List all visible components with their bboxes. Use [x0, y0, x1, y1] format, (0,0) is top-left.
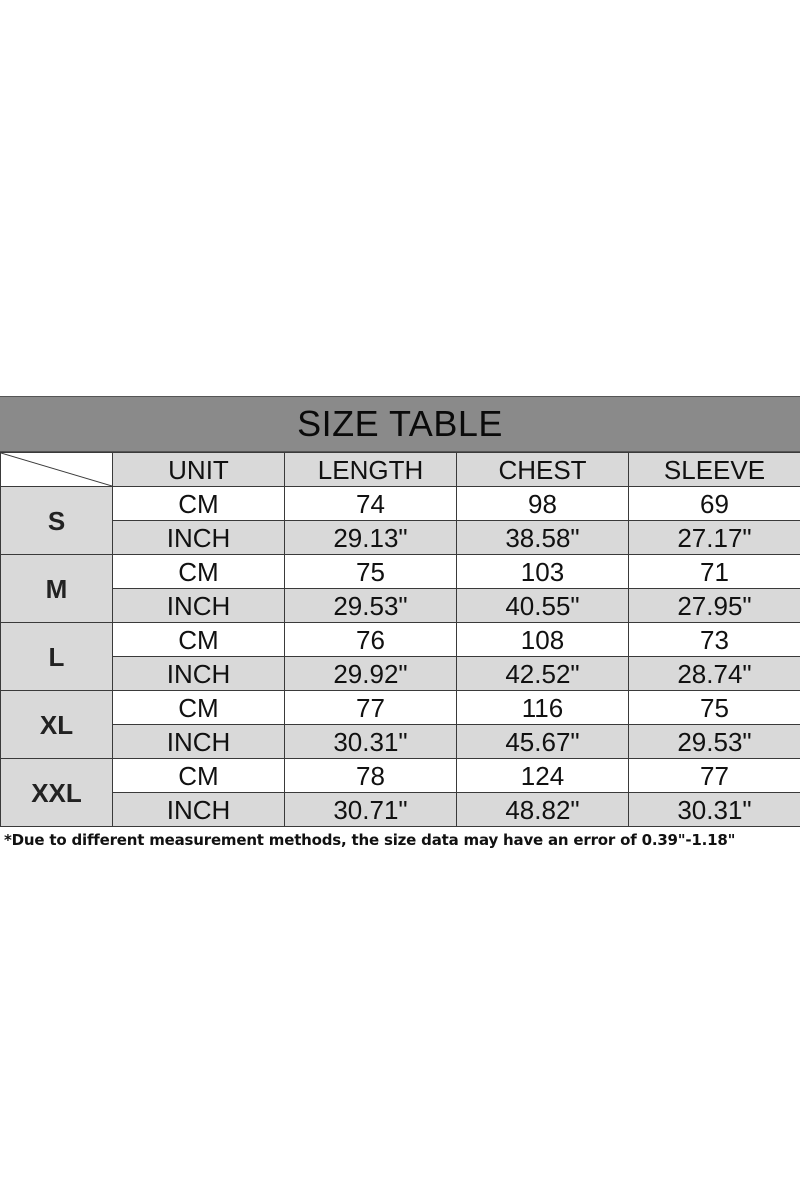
- sleeve-value: 27.95": [629, 589, 800, 623]
- table-row: [1, 555, 800, 589]
- unit-cell: CM: [113, 555, 285, 589]
- size-label: M: [1, 555, 113, 623]
- size-label: XL: [1, 691, 113, 759]
- chest-value: 103: [457, 555, 629, 589]
- unit-cell: INCH: [113, 589, 285, 623]
- sleeve-value: 27.17": [629, 521, 800, 555]
- length-value: 75: [285, 555, 457, 589]
- chest-value: 42.52": [457, 657, 629, 691]
- length-value: 74: [285, 487, 457, 521]
- table-row: [1, 589, 800, 623]
- unit-cell: CM: [113, 487, 285, 521]
- chest-value: 38.58": [457, 521, 629, 555]
- size-label: L: [1, 623, 113, 691]
- table-row: [1, 657, 800, 691]
- chest-value: 116: [457, 691, 629, 725]
- sleeve-value: 73: [629, 623, 800, 657]
- header-row: [1, 453, 800, 487]
- size-table: [0, 452, 800, 827]
- size-table-title: SIZE TABLE: [0, 396, 800, 452]
- header-unit: UNIT: [113, 453, 285, 487]
- unit-cell: CM: [113, 623, 285, 657]
- measurement-note: *Due to different measurement methods, the size data may have an error of 0.39"-1.18": [4, 831, 736, 849]
- length-value: 77: [285, 691, 457, 725]
- corner-cell: [1, 453, 113, 487]
- header-chest: CHEST: [457, 453, 629, 487]
- sleeve-value: 71: [629, 555, 800, 589]
- table-row: [1, 521, 800, 555]
- size-label: XXL: [1, 759, 113, 827]
- unit-cell: CM: [113, 759, 285, 793]
- sleeve-value: 28.74": [629, 657, 800, 691]
- length-value: 78: [285, 759, 457, 793]
- diagonal-divider: [1, 453, 112, 486]
- table-row: [1, 759, 800, 793]
- unit-cell: INCH: [113, 521, 285, 555]
- unit-cell: CM: [113, 691, 285, 725]
- length-value: 29.92": [285, 657, 457, 691]
- chest-value: 45.67": [457, 725, 629, 759]
- unit-cell: INCH: [113, 725, 285, 759]
- table-row: [1, 623, 800, 657]
- sleeve-value: 75: [629, 691, 800, 725]
- sleeve-value: 69: [629, 487, 800, 521]
- chest-value: 98: [457, 487, 629, 521]
- size-chart: [0, 396, 800, 849]
- table-row: [1, 793, 800, 827]
- length-value: 29.13": [285, 521, 457, 555]
- sleeve-value: 30.31": [629, 793, 800, 827]
- header-length: LENGTH: [285, 453, 457, 487]
- length-value: 30.31": [285, 725, 457, 759]
- length-value: 76: [285, 623, 457, 657]
- sleeve-value: 29.53": [629, 725, 800, 759]
- chest-value: 40.55": [457, 589, 629, 623]
- chest-value: 124: [457, 759, 629, 793]
- header-sleeve: SLEEVE: [629, 453, 800, 487]
- table-row: [1, 725, 800, 759]
- length-value: 29.53": [285, 589, 457, 623]
- length-value: 30.71": [285, 793, 457, 827]
- chest-value: 108: [457, 623, 629, 657]
- table-row: [1, 691, 800, 725]
- chest-value: 48.82": [457, 793, 629, 827]
- sleeve-value: 77: [629, 759, 800, 793]
- table-row: [1, 487, 800, 521]
- unit-cell: INCH: [113, 793, 285, 827]
- unit-cell: INCH: [113, 657, 285, 691]
- size-label: S: [1, 487, 113, 555]
